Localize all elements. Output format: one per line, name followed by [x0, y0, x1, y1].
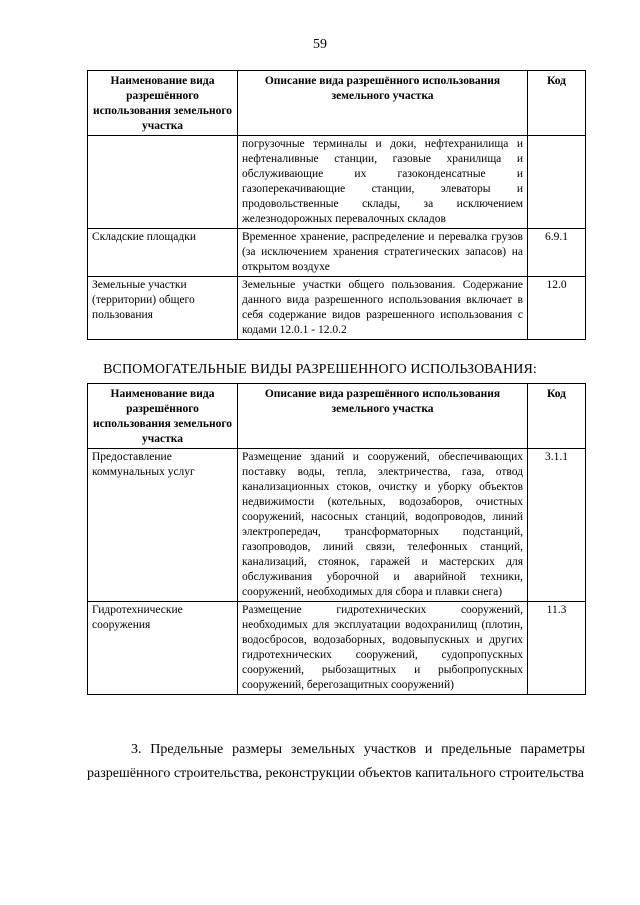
row-description: Размещение гидротехнических сооружений, необходимых для эксплуатации водохранилищ (плотин, водосбросов, водозаборных, водовыпускных и других гидротехнических сооружений, судопропускных сооружений, рыбозащитных и рыбопропускных сооружений, берегозащитных сооружений)	[238, 602, 528, 695]
row-code: 6.9.1	[528, 229, 586, 277]
row-description: Размещение зданий и сооружений, обеспечивающих поставку воды, тепла, электричества, газа, отвод канализационных стоков, очистку и уборку объектов недвижимости (котельных, водозаборов, очистных сооружений, насосных станций, водопроводов, линий электропередач, трансформаторных подстанций, газопроводов, линий связи, телефонных станций, канализаций, стоянок, гаражей и мастерских для обслуживания уборочной и аварийной техники, сооружений, необходимых для сбора и плавки снега)	[238, 449, 528, 602]
auxiliary-uses-heading: ВСПОМОГАТЕЛЬНЫЕ ВИДЫ РАЗРЕШЕННОГО ИСПОЛЬЗОВАНИЯ:	[103, 362, 537, 377]
header-description: Описание вида разрешённого использования земельного участка	[238, 384, 528, 449]
row-description: погрузочные терминалы и доки, нефтехранилища и нефтеналивные станции, газовые хранилища и обслуживающие их газоконденсатные и газоперекачивающие станции, элеваторы и продовольственные склады, за исключением железнодорожных перевалочных складов	[238, 136, 528, 229]
header-code: Код	[528, 384, 586, 449]
row-name: Земельные участки (территории) общего пользования	[88, 277, 238, 340]
table-row	[88, 229, 586, 277]
row-name: Складские площадки	[88, 229, 238, 277]
table-row	[88, 449, 586, 602]
header-name: Наименование вида разрешённого использования земельного участка	[88, 384, 238, 449]
row-name: Гидротехнические сооружения	[88, 602, 238, 695]
table-header-row	[88, 71, 586, 136]
table-row	[88, 136, 586, 229]
header-name: Наименование вида разрешённого использования земельного участка	[88, 71, 238, 136]
row-code: 12.0	[528, 277, 586, 340]
row-name: Предоставление коммунальных услуг	[88, 449, 238, 602]
main-land-use-table	[87, 70, 586, 340]
row-code	[528, 136, 586, 229]
row-code: 11.3	[528, 602, 586, 695]
header-description: Описание вида разрешённого использования земельного участка	[238, 71, 528, 136]
row-description: Земельные участки общего пользования. Содержание данного вида разрешенного использования включает в себя содержание видов разрешенного использования с кодами 12.0.1 - 12.0.2	[238, 277, 528, 340]
table-row	[88, 277, 586, 340]
row-description: Временное хранение, распределение и перевалка грузов (за исключением хранения стратегических запасов) на открытом воздухе	[238, 229, 528, 277]
auxiliary-land-use-table	[87, 383, 586, 695]
table-header-row	[88, 384, 586, 449]
row-code: 3.1.1	[528, 449, 586, 602]
section-paragraph: 3. Предельные размеры земельных участков и предельные параметры разрешённого строительства, реконструкции объектов капитального строительства	[87, 742, 585, 781]
table-row	[88, 602, 586, 695]
row-name	[88, 136, 238, 229]
header-code: Код	[528, 71, 586, 136]
page-number: 59	[313, 37, 327, 52]
